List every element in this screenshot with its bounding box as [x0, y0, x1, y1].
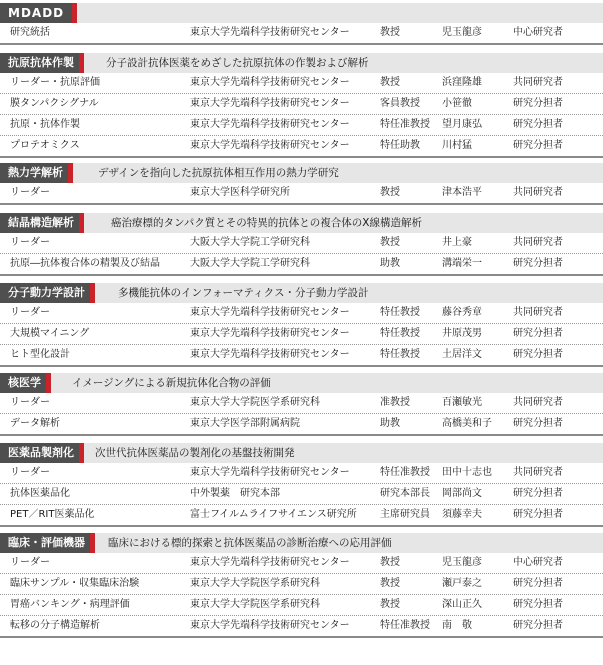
- member-type: 共同研究者: [513, 187, 563, 198]
- member-type: 研究分担者: [513, 328, 563, 339]
- member-type: 共同研究者: [513, 307, 563, 318]
- member-type: 研究分担者: [513, 98, 563, 109]
- member-row: [0, 484, 603, 505]
- member-row: [0, 463, 603, 484]
- member-type: 研究分担者: [513, 349, 563, 360]
- member-position: 特任准教授: [380, 119, 430, 130]
- member-position: 教授: [380, 77, 400, 88]
- member-role: データ解析: [10, 418, 60, 429]
- member-list: [0, 393, 603, 436]
- member-type: 中心研究者: [513, 557, 563, 568]
- team-section: [0, 213, 603, 276]
- member-organization: 東京大学先端科学技術研究センター: [190, 77, 350, 88]
- team-title: 分子設計抗体医薬をめざした抗原抗体の作製および解析: [106, 57, 369, 69]
- member-position: 助教: [380, 418, 400, 429]
- member-role: リーダー: [10, 467, 50, 478]
- member-position: 特任教授: [380, 307, 420, 318]
- member-type: 共同研究者: [513, 397, 563, 408]
- team-title: 多機能抗体のインフォーマティクス・分子動力学設計: [118, 287, 369, 299]
- member-row: [0, 94, 603, 115]
- team-tag: 医薬品製剤化: [0, 443, 79, 463]
- member-role: 膜タンパクシグナル: [10, 98, 99, 109]
- member-type: 共同研究者: [513, 77, 563, 88]
- member-list: [0, 183, 603, 205]
- member-position: 研究本部長: [380, 488, 430, 499]
- member-position: 特任教授: [380, 328, 420, 339]
- member-row: [0, 73, 603, 94]
- member-organization: 東京大学先端科学技術研究センター: [190, 557, 350, 568]
- member-list: [0, 463, 603, 527]
- section-header: [0, 163, 603, 183]
- team-tag: MDADD: [0, 3, 72, 23]
- member-type: 研究分担者: [513, 488, 563, 499]
- member-organization: 大阪大学大学院工学研究科: [190, 258, 310, 269]
- member-position: 特任教授: [380, 349, 420, 360]
- member-row: [0, 345, 603, 367]
- member-name: 小笹徹: [442, 98, 472, 109]
- member-name: 望月康弘: [442, 119, 482, 130]
- member-role: 胃癌バンキング・病理評価: [10, 599, 130, 610]
- member-type: 研究分担者: [513, 140, 563, 151]
- member-organization: 東京大学先端科学技術研究センター: [190, 620, 350, 631]
- member-organization: 中外製薬 研究本部: [190, 488, 280, 499]
- member-row: [0, 303, 603, 324]
- member-organization: 東京大学大学院医学系研究科: [190, 599, 320, 610]
- member-row: [0, 553, 603, 574]
- member-list: [0, 303, 603, 367]
- team-title: イメージングによる新規抗体化合物の評価: [72, 377, 271, 389]
- team-tag: 分子動力学設計: [0, 283, 90, 303]
- member-list: [0, 23, 603, 45]
- member-type: 研究分担者: [513, 119, 563, 130]
- member-role: 大規模マイニング: [10, 328, 90, 339]
- member-position: 教授: [380, 187, 400, 198]
- member-name: 藤谷秀章: [442, 307, 482, 318]
- member-row: [0, 393, 603, 414]
- team-section: [0, 533, 603, 638]
- member-position: 客員教授: [380, 98, 420, 109]
- member-organization: 東京大学先端科学技術研究センター: [190, 467, 350, 478]
- member-type: 研究分担者: [513, 578, 563, 589]
- member-type: 共同研究者: [513, 237, 563, 248]
- member-name: 土居洋文: [442, 349, 482, 360]
- member-position: 教授: [380, 578, 400, 589]
- member-row: [0, 136, 603, 158]
- member-list: [0, 73, 603, 158]
- member-organization: 東京大学先端科学技術研究センター: [190, 119, 350, 130]
- section-header: [0, 53, 603, 73]
- member-role: 抗原・抗体作製: [10, 119, 80, 130]
- member-organization: 東京大学医科学研究所: [190, 187, 290, 198]
- member-organization: 富士フイルムライフサイエンス研究所: [190, 509, 357, 520]
- member-type: 研究分担者: [513, 258, 563, 269]
- member-type: 研究分担者: [513, 599, 563, 610]
- section-header: [0, 533, 603, 553]
- team-title: 癌治療標的タンパク質とその特異的抗体との複合体のX線構造解析: [111, 217, 422, 229]
- member-role: ヒト型化設計: [10, 349, 70, 360]
- member-organization: 東京大学大学院医学系研究科: [190, 397, 320, 408]
- member-role: リーダー: [10, 237, 50, 248]
- member-name: 須藤幸夫: [442, 509, 482, 520]
- member-type: 研究分担者: [513, 418, 563, 429]
- member-position: 特任准教授: [380, 467, 430, 478]
- team-title: 臨床における標的探索と抗体医薬品の診断治療への応用評価: [108, 537, 392, 549]
- section-header: [0, 283, 603, 303]
- member-list: [0, 233, 603, 276]
- member-row: [0, 505, 603, 527]
- member-row: [0, 414, 603, 436]
- member-role: 研究統括: [10, 27, 50, 38]
- member-position: 特任助教: [380, 140, 420, 151]
- member-list: [0, 553, 603, 638]
- member-organization: 東京大学先端科学技術研究センター: [190, 307, 350, 318]
- member-organization: 東京大学先端科学技術研究センター: [190, 98, 350, 109]
- member-role: PET／RIT医薬品化: [10, 509, 95, 520]
- member-name: 瀬戸泰之: [442, 578, 482, 589]
- member-organization: 東京大学大学院医学系研究科: [190, 578, 320, 589]
- team-tag: 臨床・評価機器: [0, 533, 90, 553]
- member-row: [0, 616, 603, 638]
- member-name: 児玉龍彦: [442, 27, 482, 38]
- member-organization: 東京大学先端科学技術研究センター: [190, 328, 350, 339]
- member-row: [0, 183, 603, 205]
- member-type: 研究分担者: [513, 620, 563, 631]
- team-tag: 抗原抗体作製: [0, 53, 79, 73]
- member-name: 津本浩平: [442, 187, 482, 198]
- member-role: 臨床サンプル・収集臨床治験: [10, 578, 140, 589]
- member-role: リーダー・抗原評価: [10, 77, 100, 88]
- section-header: [0, 443, 603, 463]
- member-role: リーダー: [10, 187, 50, 198]
- member-name: 児玉龍彦: [442, 557, 482, 568]
- team-section: [0, 163, 603, 205]
- team-title: 次世代抗体医薬品の製剤化の基盤技術開発: [95, 447, 295, 459]
- member-type: 中心研究者: [513, 27, 563, 38]
- member-row: [0, 574, 603, 595]
- member-row: [0, 115, 603, 136]
- section-header: [0, 373, 603, 393]
- member-name: 井上豪: [442, 237, 472, 248]
- member-role: 抗原―抗体複合体の精製及び結晶: [10, 258, 160, 269]
- member-name: 南 敬: [442, 620, 472, 631]
- member-type: 研究分担者: [513, 509, 563, 520]
- team-section: [0, 283, 603, 367]
- member-role: リーダー: [10, 557, 50, 568]
- member-position: 教授: [380, 237, 400, 248]
- member-name: 川村猛: [442, 140, 472, 151]
- member-role: リーダー: [10, 307, 50, 318]
- member-name: 高橋美和子: [442, 418, 492, 429]
- team-tag: 結晶構造解析: [0, 213, 79, 233]
- member-row: [0, 23, 603, 45]
- member-position: 准教授: [380, 397, 410, 408]
- member-name: 浜窪隆雄: [442, 77, 482, 88]
- member-organization: 東京大学先端科学技術研究センター: [190, 27, 350, 38]
- member-type: 共同研究者: [513, 467, 563, 478]
- member-role: リーダー: [10, 397, 50, 408]
- team-tag: 核医学: [0, 373, 46, 393]
- member-name: 岡部尚文: [442, 488, 482, 499]
- member-role: 転移の分子構造解析: [10, 620, 100, 631]
- member-name: 深山正久: [442, 599, 482, 610]
- team-title: デザインを指向した抗原抗体相互作用の熱力学研究: [98, 167, 339, 179]
- team-section: [0, 3, 603, 45]
- member-row: [0, 254, 603, 276]
- member-position: 主席研究員: [380, 509, 430, 520]
- member-role: 抗体医薬品化: [10, 488, 70, 499]
- member-organization: 東京大学医学部附属病院: [190, 418, 300, 429]
- team-section: [0, 443, 603, 527]
- member-name: 溝端栄一: [442, 258, 482, 269]
- member-name: 井原茂男: [442, 328, 482, 339]
- member-name: 田中十志也: [442, 467, 492, 478]
- member-row: [0, 595, 603, 616]
- member-position: 助教: [380, 258, 400, 269]
- member-row: [0, 233, 603, 254]
- section-header: [0, 3, 603, 23]
- member-position: 教授: [380, 599, 400, 610]
- member-organization: 大阪大学大学院工学研究科: [190, 237, 310, 248]
- member-position: 特任准教授: [380, 620, 430, 631]
- section-header: [0, 213, 603, 233]
- member-organization: 東京大学先端科学技術研究センター: [190, 140, 350, 151]
- team-section: [0, 53, 603, 158]
- team-section: [0, 373, 603, 436]
- member-name: 百瀬敏光: [442, 397, 482, 408]
- member-row: [0, 324, 603, 345]
- member-position: 教授: [380, 557, 400, 568]
- member-organization: 東京大学先端科学技術研究センター: [190, 349, 350, 360]
- member-position: 教授: [380, 27, 400, 38]
- team-tag: 熱力学解析: [0, 163, 68, 183]
- member-role: プロテオミクス: [10, 140, 80, 151]
